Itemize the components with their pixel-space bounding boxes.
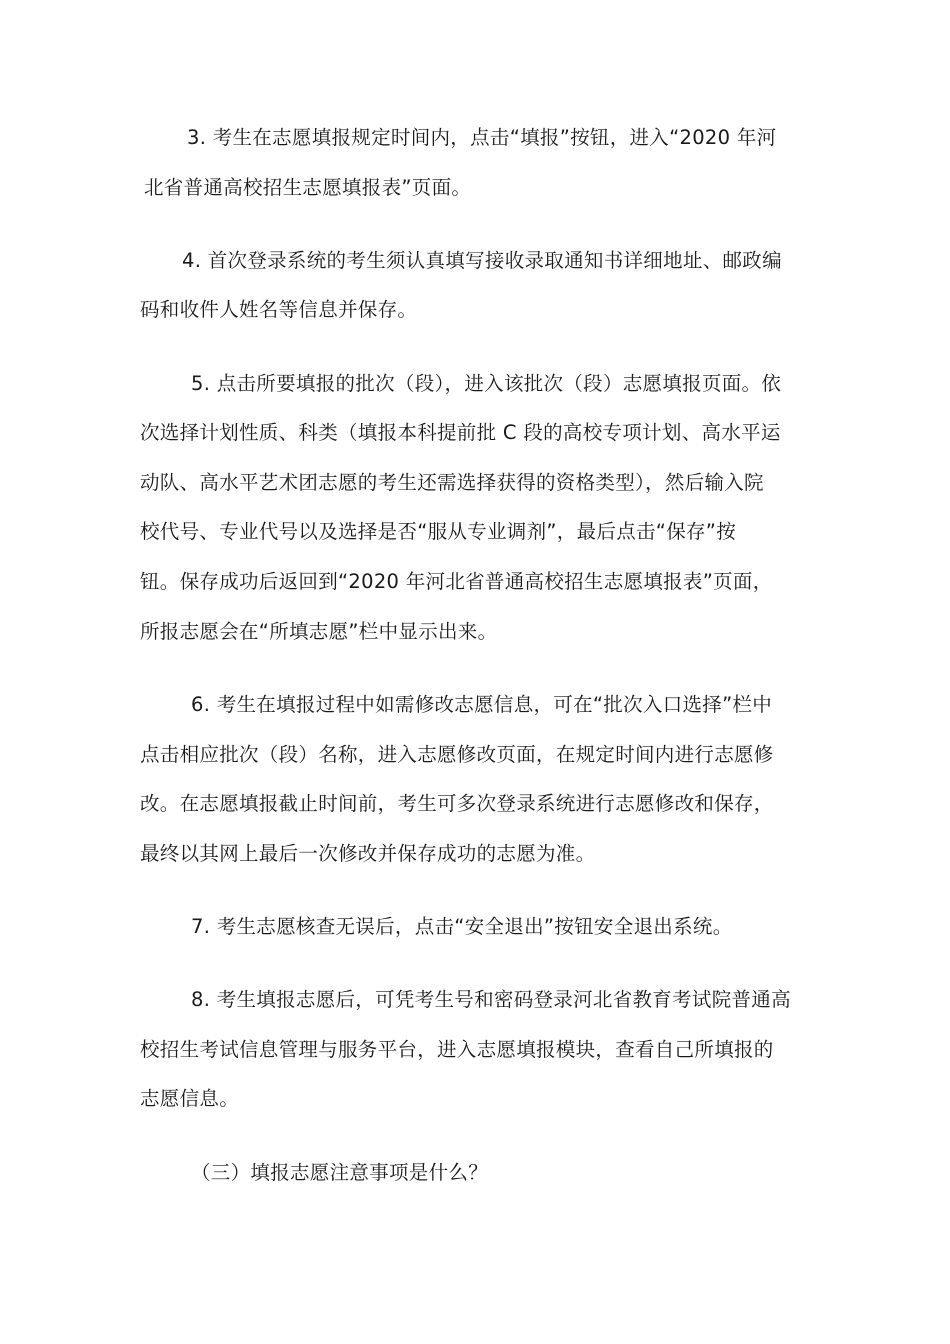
- paragraph-6-line-4: 最终以其网上最后一次修改并保存成功的志愿为准。: [140, 842, 596, 865]
- paragraph-5-line-3: 动队、高水平艺术团志愿的考生还需选择获得的资格类型），然后输入院: [140, 471, 764, 494]
- paragraph-8-line-2: 校招生考试信息管理与服务平台，进入志愿填报模块，查看自己所填报的: [140, 1038, 774, 1061]
- paragraph-5-line-5: 钮。保存成功后返回到“2020 年河北省普通高校招生志愿填报表”页面，: [140, 570, 773, 593]
- paragraph-5-line-4: 校代号、专业代号以及选择是否“服从专业调剂”，最后点击“保存”按: [140, 520, 737, 543]
- paragraph-8-line-1: 8. 考生填报志愿后，可凭考生号和密码登录河北省教育考试院普通高: [191, 988, 791, 1011]
- paragraph-4-line-1: 4. 首次登录系统的考生须认真填写接收录取通知书详细地址、邮政编: [182, 249, 782, 272]
- paragraph-6-line-3: 改。在志愿填报截止时间前，考生可多次登录系统进行志愿修改和保存，: [140, 792, 774, 815]
- paragraph-6-line-2: 点击相应批次（段）名称，进入志愿修改页面，在规定时间内进行志愿修: [140, 743, 774, 766]
- paragraph-8-line-3: 志愿信息。: [140, 1087, 240, 1110]
- paragraph-5-line-6: 所报志愿会在“所填志愿”栏中显示出来。: [140, 620, 498, 643]
- paragraph-3-line-1: 3. 考生在志愿填报规定时间内，点击“填报”按钮，进入“2020 年河: [187, 126, 777, 149]
- paragraph-5-line-1: 5. 点击所要填报的批次（段），进入该批次（段）志愿填报页面。依: [191, 372, 782, 395]
- paragraph-7-line-1: 7. 考生志愿核查无误后，点击“安全退出”按钮安全退出系统。: [191, 915, 733, 938]
- section-heading-notes: （三）填报志愿注意事项是什么？: [191, 1161, 489, 1184]
- paragraph-5-line-2: 次选择计划性质、科类（填报本科提前批 C 段的高校专项计划、高水平运: [140, 421, 781, 444]
- paragraph-4-line-2: 码和收件人姓名等信息并保存。: [140, 298, 418, 321]
- paragraph-3-line-2: 北省普通高校招生志愿填报表”页面。: [144, 176, 472, 199]
- paragraph-6-line-1: 6. 考生在填报过程中如需修改志愿信息，可在“批次入口选择”栏中: [191, 693, 773, 716]
